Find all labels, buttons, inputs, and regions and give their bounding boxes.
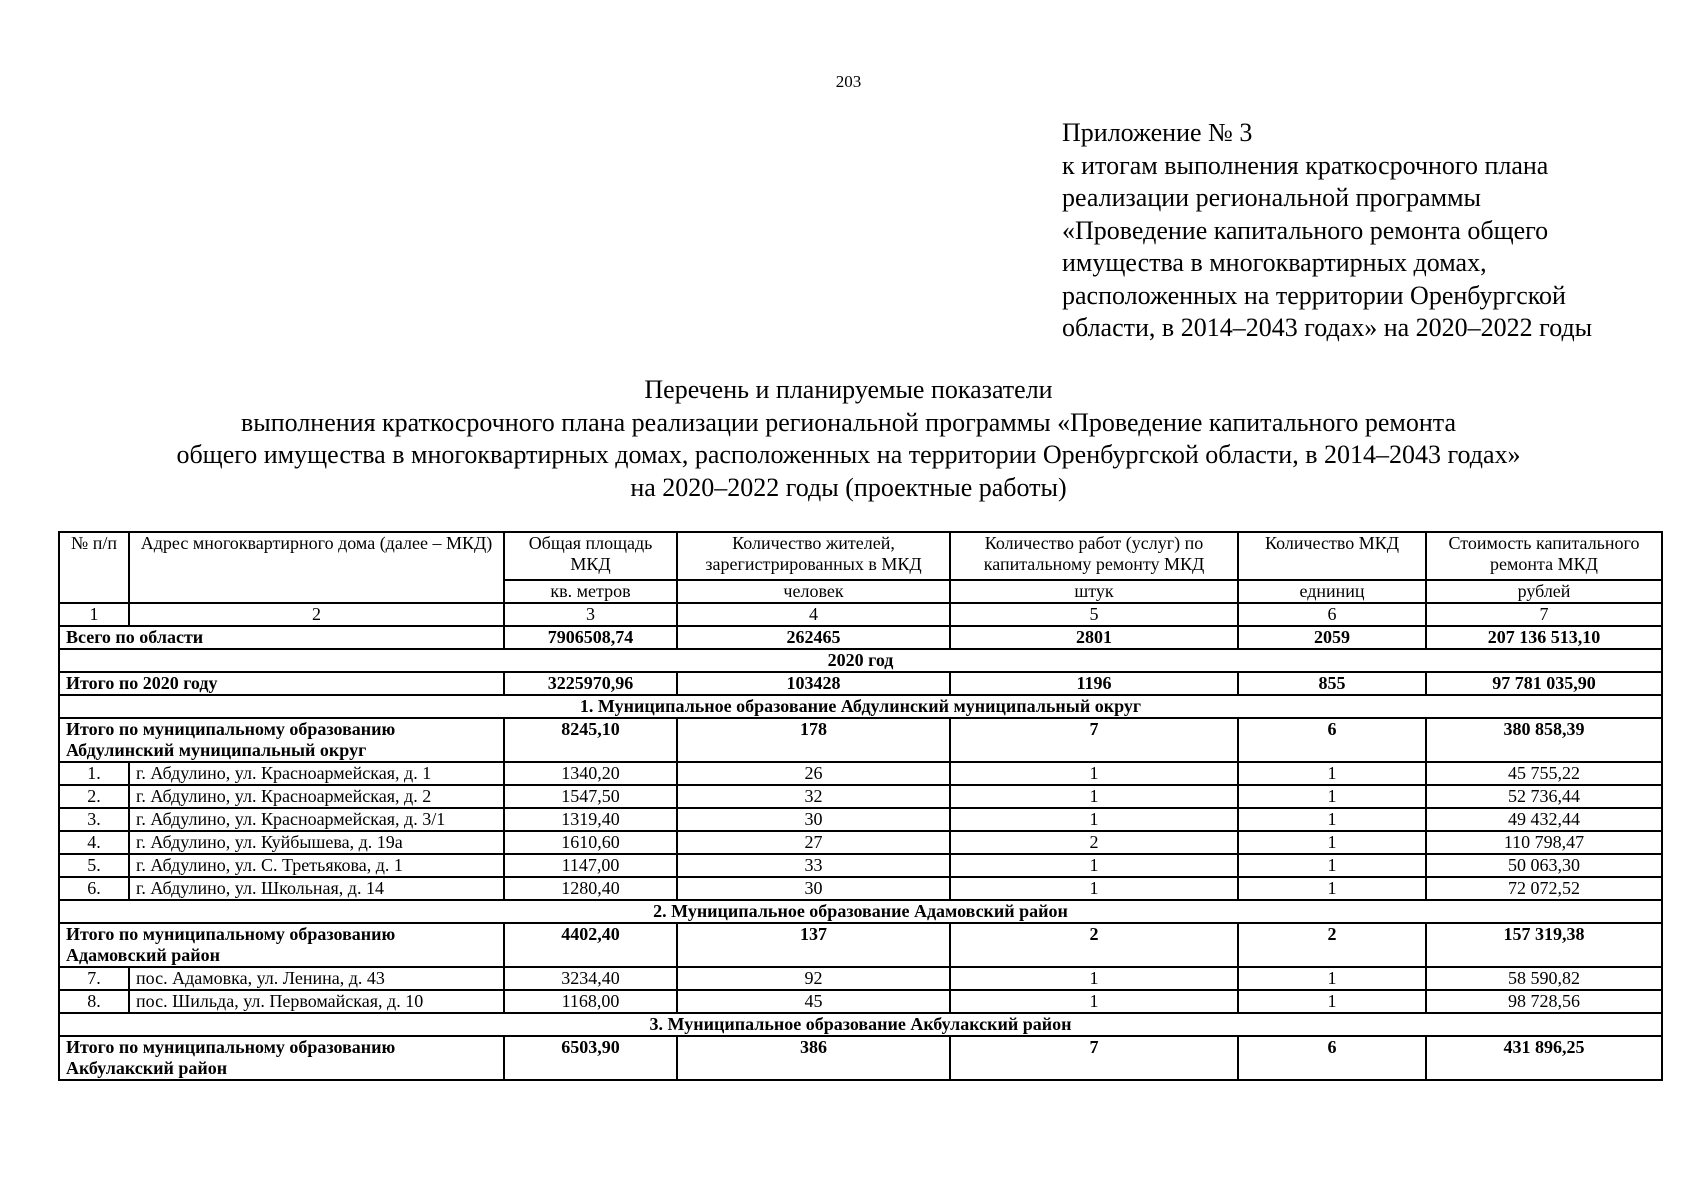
row-address: г. Абдулино, ул. Красноармейская, д. 1 (129, 762, 504, 785)
row-num: 7. (59, 967, 129, 990)
total-region-row (59, 626, 1662, 649)
row-works: 2 (950, 831, 1238, 854)
municipality-title: 1. Муниципальное образование Абдулинский муниципальный округ (59, 695, 1662, 718)
appendix-block (1062, 117, 1682, 345)
row-count: 1 (1238, 831, 1426, 854)
header-count: Количество МКД (1238, 532, 1426, 580)
row-cost: 72 072,52 (1426, 877, 1662, 900)
municipality-total-label: Итого по муниципальному образованию Акбулакский район (59, 1036, 504, 1080)
total-region-residents: 262465 (677, 626, 950, 649)
unit-works: штук (950, 580, 1238, 603)
municipality-total-row (59, 718, 1662, 762)
row-count: 1 (1238, 967, 1426, 990)
municipality-total-count: 6 (1238, 1036, 1426, 1080)
unit-residents: человек (677, 580, 950, 603)
col-number: 2 (129, 603, 504, 626)
row-num: 2. (59, 785, 129, 808)
municipality-total-area: 8245,10 (504, 718, 677, 762)
row-works: 1 (950, 877, 1238, 900)
title-line: на 2020–2022 годы (проектные работы) (630, 472, 1067, 502)
row-address: г. Абдулино, ул. С. Третьякова, д. 1 (129, 854, 504, 877)
table-row (59, 808, 1662, 831)
row-area: 1610,60 (504, 831, 677, 854)
municipality-total-residents: 178 (677, 718, 950, 762)
row-count: 1 (1238, 808, 1426, 831)
row-area: 1168,00 (504, 990, 677, 1013)
row-count: 1 (1238, 877, 1426, 900)
municipality-total-area: 6503,90 (504, 1036, 677, 1080)
row-area: 1340,20 (504, 762, 677, 785)
municipality-total-count: 6 (1238, 718, 1426, 762)
appendix-line: Приложение № 3 (1062, 118, 1253, 147)
row-cost: 45 755,22 (1426, 762, 1662, 785)
municipality-title-row (59, 695, 1662, 718)
municipality-total-works: 7 (950, 1036, 1238, 1080)
title-line: выполнения краткосрочного плана реализации региональной программы «Проведение капитального ремонта (241, 407, 1456, 437)
appendix-line: к итогам выполнения краткосрочного плана (1062, 150, 1549, 180)
row-cost: 49 432,44 (1426, 808, 1662, 831)
row-num: 1. (59, 762, 129, 785)
row-residents: 92 (677, 967, 950, 990)
total-region-cost: 207 136 513,10 (1426, 626, 1662, 649)
row-area: 3234,40 (504, 967, 677, 990)
municipality-total-row (59, 923, 1662, 967)
row-cost: 98 728,56 (1426, 990, 1662, 1013)
municipality-total-works: 2 (950, 923, 1238, 967)
row-cost: 110 798,47 (1426, 831, 1662, 854)
row-works: 1 (950, 785, 1238, 808)
municipality-total-residents: 137 (677, 923, 950, 967)
unit-count: едниниц (1238, 580, 1426, 603)
row-residents: 45 (677, 990, 950, 1013)
header-works: Количество работ (услуг) по капитальному ремонту МКД (950, 532, 1238, 580)
row-residents: 33 (677, 854, 950, 877)
municipality-total-label: Итого по муниципальному образованию Абдулинский муниципальный округ (59, 718, 504, 762)
year-total-cost: 97 781 035,90 (1426, 672, 1662, 695)
row-residents: 27 (677, 831, 950, 854)
header-num: № п/п (59, 532, 129, 603)
row-area: 1547,50 (504, 785, 677, 808)
row-cost: 52 736,44 (1426, 785, 1662, 808)
row-works: 1 (950, 967, 1238, 990)
row-residents: 30 (677, 808, 950, 831)
year-label: 2020 год (59, 649, 1662, 672)
municipality-total-works: 7 (950, 718, 1238, 762)
municipality-total-label: Итого по муниципальному образованию Адамовский район (59, 923, 504, 967)
row-num: 5. (59, 854, 129, 877)
municipality-title-row (59, 1013, 1662, 1036)
row-count: 1 (1238, 762, 1426, 785)
row-num: 4. (59, 831, 129, 854)
municipality-total-residents: 386 (677, 1036, 950, 1080)
unit-cost: рублей (1426, 580, 1662, 603)
year-total-row (59, 672, 1662, 695)
header-residents: Количество жителей, зарегистрированных в МКД (677, 532, 950, 580)
table-row (59, 990, 1662, 1013)
row-cost: 50 063,30 (1426, 854, 1662, 877)
col-number: 5 (950, 603, 1238, 626)
year-row (59, 649, 1662, 672)
year-total-residents: 103428 (677, 672, 950, 695)
appendix-line: области, в 2014–2043 годах» на 2020–2022 годы (1062, 313, 1593, 342)
unit-area: кв. метров (504, 580, 677, 603)
total-region-label: Всего по области (59, 626, 504, 649)
total-region-area: 7906508,74 (504, 626, 677, 649)
year-total-label: Итого по 2020 году (59, 672, 504, 695)
col-number: 3 (504, 603, 677, 626)
title-line: Перечень и планируемые показатели (644, 375, 1053, 404)
table-row (59, 785, 1662, 808)
row-count: 1 (1238, 854, 1426, 877)
municipality-total-row (59, 1036, 1662, 1080)
row-residents: 26 (677, 762, 950, 785)
header-cost: Стоимость капитального ремонта МКД (1426, 532, 1662, 580)
title-line: общего имущества в многоквартирных домах, расположенных на территории Оренбургской области, в 2014–2043 годах» (176, 440, 1521, 469)
row-area: 1280,40 (504, 877, 677, 900)
col-number: 1 (59, 603, 129, 626)
municipality-total-cost: 380 858,39 (1426, 718, 1662, 762)
municipality-total-area: 4402,40 (504, 923, 677, 967)
row-address: пос. Шильда, ул. Первомайская, д. 10 (129, 990, 504, 1013)
row-works: 1 (950, 762, 1238, 785)
municipality-total-cost: 157 319,38 (1426, 923, 1662, 967)
col-number: 4 (677, 603, 950, 626)
table-row (59, 967, 1662, 990)
row-cost: 58 590,82 (1426, 967, 1662, 990)
total-region-count: 2059 (1238, 626, 1426, 649)
total-region-works: 2801 (950, 626, 1238, 649)
row-num: 3. (59, 808, 129, 831)
row-count: 1 (1238, 990, 1426, 1013)
appendix-line: расположенных на территории Оренбургской (1062, 280, 1566, 310)
table-row (59, 831, 1662, 854)
row-address: пос. Адамовка, ул. Ленина, д. 43 (129, 967, 504, 990)
row-num: 6. (59, 877, 129, 900)
row-address: г. Абдулино, ул. Куйбышева, д. 19а (129, 831, 504, 854)
row-works: 1 (950, 808, 1238, 831)
header-row (59, 532, 1662, 580)
year-total-count: 855 (1238, 672, 1426, 695)
row-works: 1 (950, 990, 1238, 1013)
appendix-line: реализации региональной программы (1062, 183, 1482, 212)
col-number: 6 (1238, 603, 1426, 626)
row-residents: 30 (677, 877, 950, 900)
row-area: 1147,00 (504, 854, 677, 877)
row-count: 1 (1238, 785, 1426, 808)
table-row (59, 877, 1662, 900)
header-area: Общая площадь МКД (504, 532, 677, 580)
municipality-title: 2. Муниципальное образование Адамовский район (59, 900, 1662, 923)
row-residents: 32 (677, 785, 950, 808)
municipality-title: 3. Муниципальное образование Акбулакский район (59, 1013, 1662, 1036)
row-address: г. Абдулино, ул. Красноармейская, д. 2 (129, 785, 504, 808)
year-total-area: 3225970,96 (504, 672, 677, 695)
column-numbers-row (59, 603, 1662, 626)
page-number: 203 (835, 72, 862, 91)
row-num: 8. (59, 990, 129, 1013)
header-address: Адрес многоквартирного дома (далее – МКД) (129, 532, 504, 603)
row-address: г. Абдулино, ул. Школьная, д. 14 (129, 877, 504, 900)
col-number: 7 (1426, 603, 1662, 626)
municipality-total-cost: 431 896,25 (1426, 1036, 1662, 1080)
row-address: г. Абдулино, ул. Красноармейская, д. 3/1 (129, 808, 504, 831)
table-row (59, 854, 1662, 877)
year-total-works: 1196 (950, 672, 1238, 695)
appendix-line: «Проведение капитального ремонта общего (1062, 215, 1549, 245)
row-works: 1 (950, 854, 1238, 877)
row-area: 1319,40 (504, 808, 677, 831)
housing-table (58, 531, 1663, 1081)
document-title (0, 374, 1697, 504)
municipality-title-row (59, 900, 1662, 923)
table-row (59, 762, 1662, 785)
municipality-total-count: 2 (1238, 923, 1426, 967)
appendix-line: имущества в многоквартирных домах, (1062, 248, 1487, 277)
